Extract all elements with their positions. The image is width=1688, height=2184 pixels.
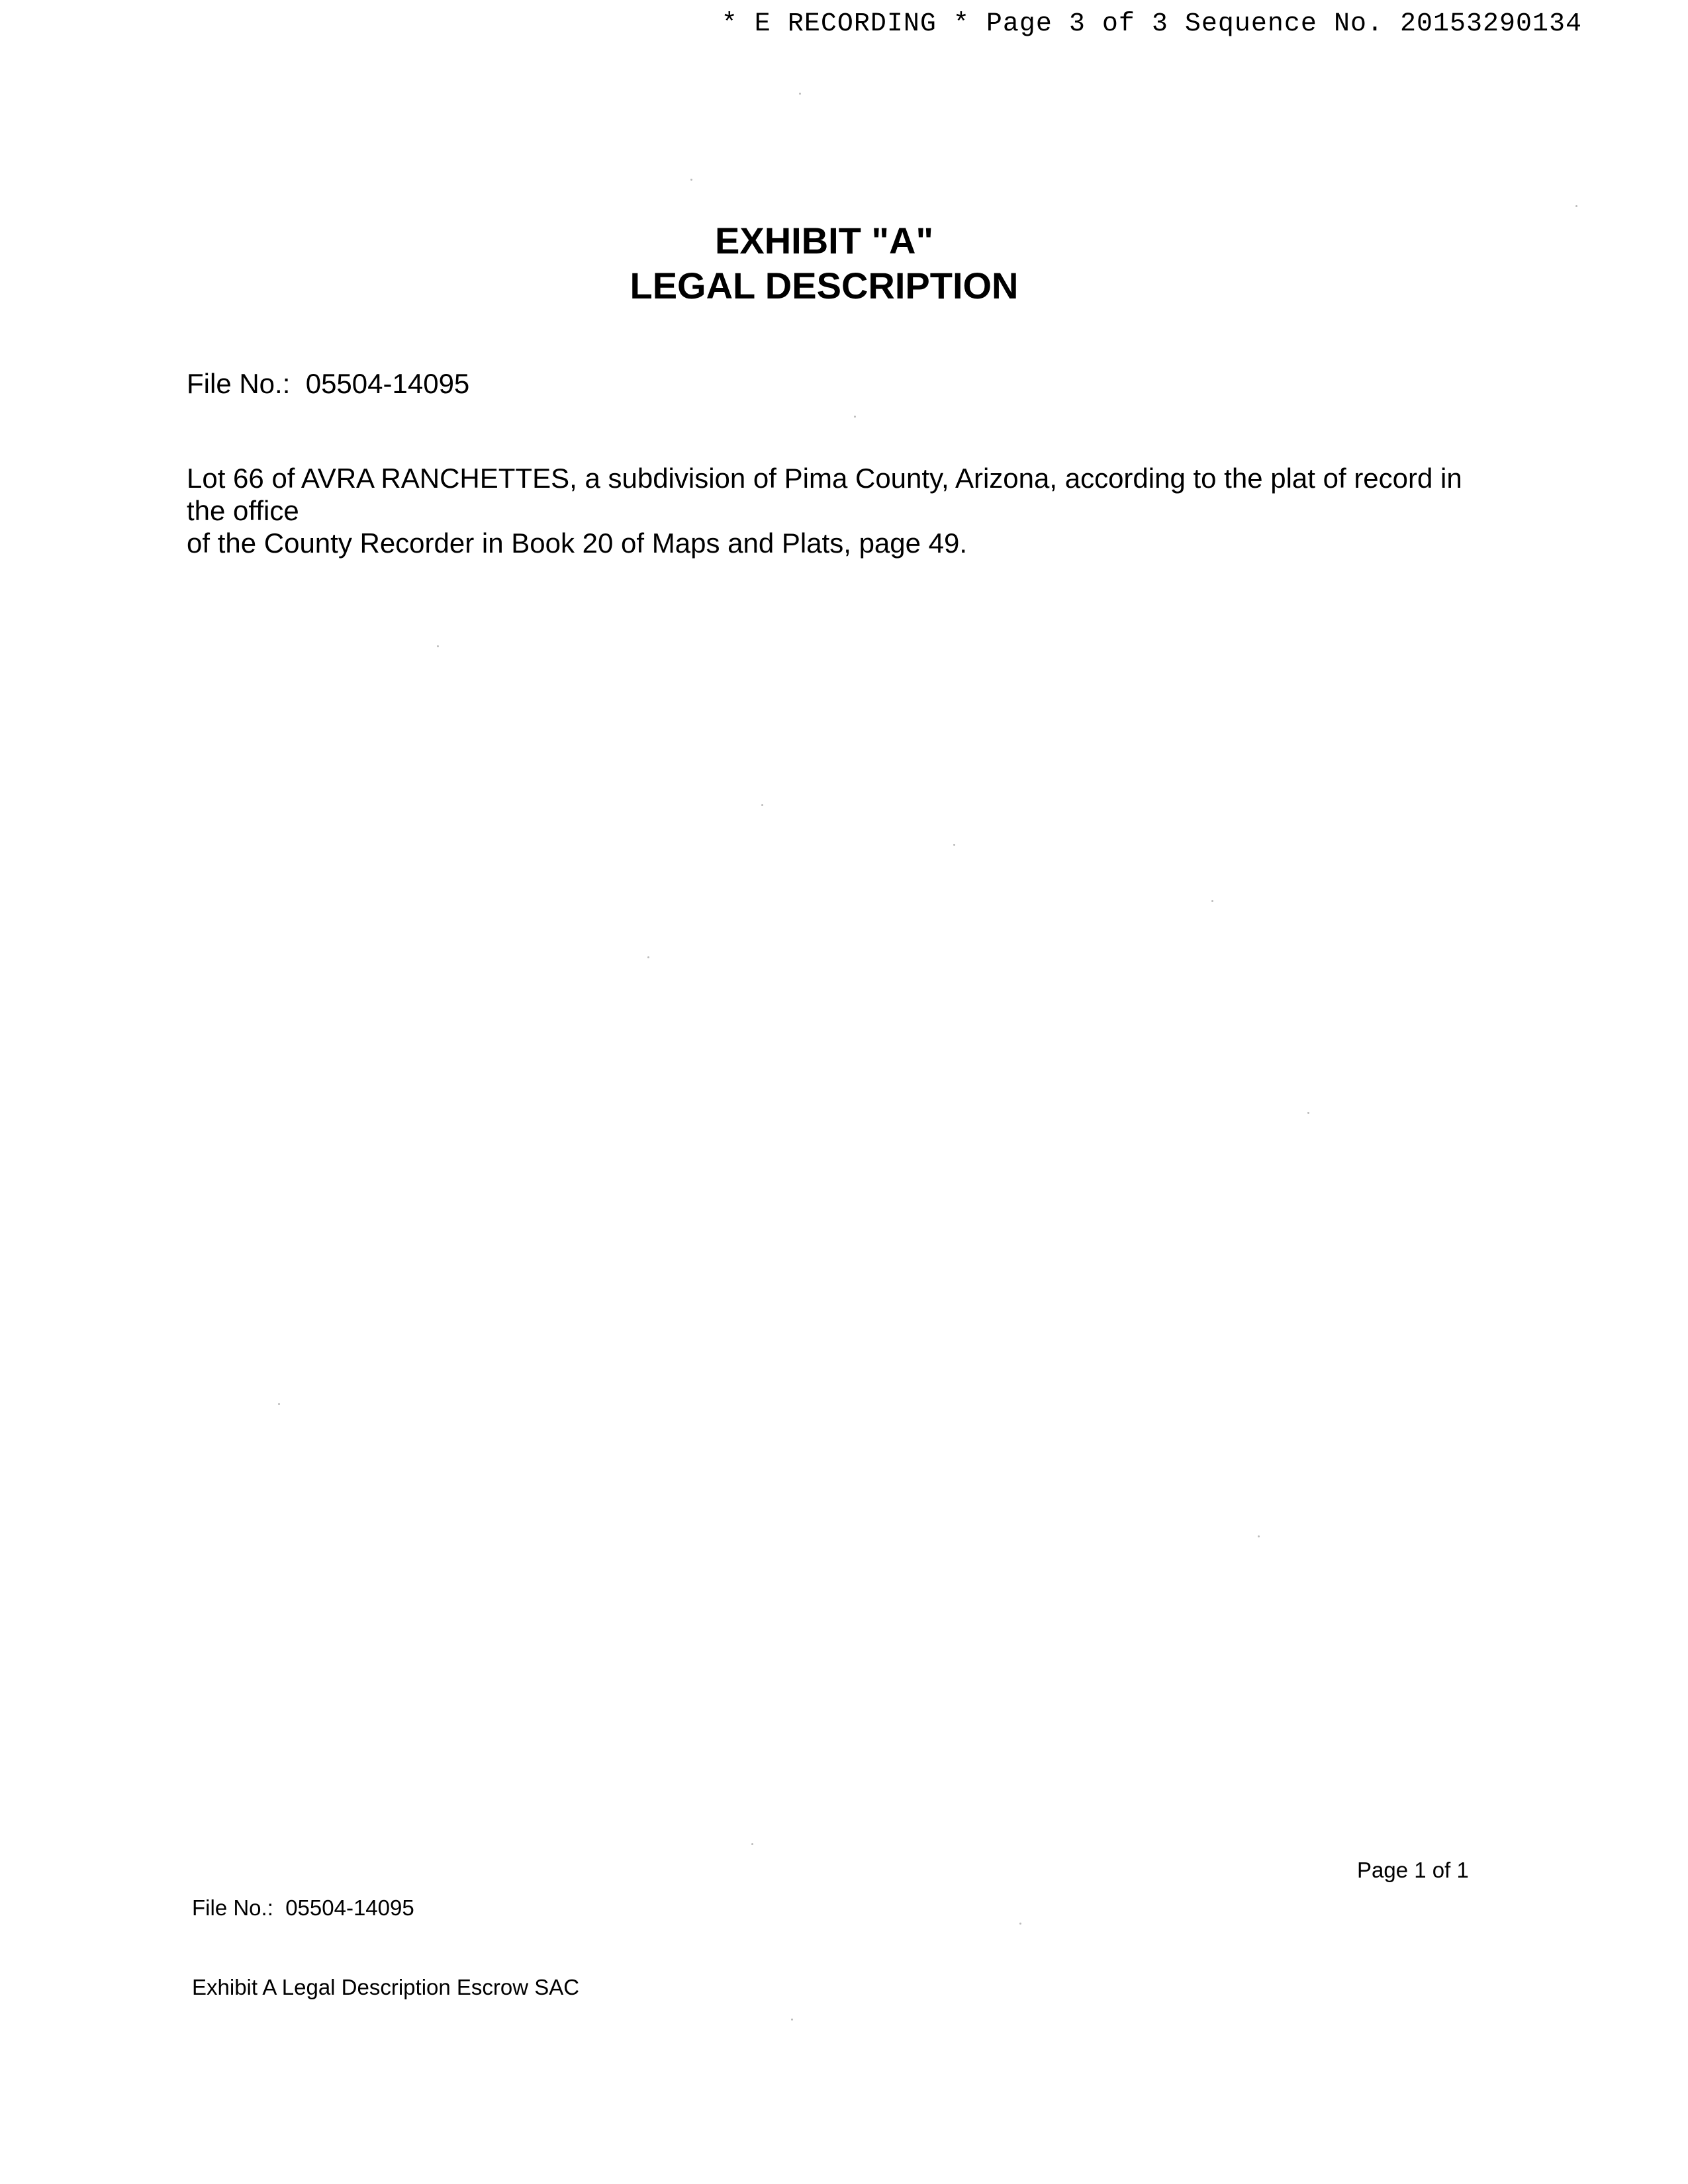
file-number: File No.: 05504-14095 [187, 368, 470, 399]
scan-speck [1307, 1112, 1309, 1114]
scan-speck [690, 179, 692, 181]
scan-speck [437, 645, 439, 647]
scan-speck [761, 804, 763, 806]
scan-speck [647, 956, 649, 958]
footer-description: Exhibit A Legal Description Escrow SAC [192, 1975, 580, 1999]
scan-speck [1258, 1535, 1260, 1537]
legal-description-line: of the County Recorder in Book 20 of Maps and Plats, page 49. [187, 527, 968, 559]
legal-description-line: the office [187, 495, 299, 526]
legal-description-body [187, 462, 1511, 559]
exhibit-title [0, 218, 1648, 308]
scan-speck [854, 416, 856, 418]
scan-speck [953, 844, 955, 846]
footer-file-number: File No.: 05504-14095 [192, 1895, 414, 1920]
scan-speck [1019, 1923, 1021, 1925]
legal-description-heading: LEGAL DESCRIPTION [630, 265, 1019, 306]
exhibit-title-line: EXHIBIT "A" [714, 220, 933, 261]
legal-description-line: Lot 66 of AVRA RANCHETTES, a subdivision of Pima County, Arizona, according to the plat of record in [187, 463, 1462, 494]
scan-speck [1211, 900, 1213, 902]
scan-speck [278, 1403, 280, 1405]
recording-header: * E RECORDING * Page 3 of 3 Sequence No. 20153290134 [721, 9, 1582, 39]
scan-speck [799, 93, 801, 95]
scan-speck [751, 1843, 753, 1845]
footer-info [192, 1842, 579, 2027]
scan-speck [1575, 205, 1577, 207]
footer-page-number: Page 1 of 1 [1357, 1858, 1469, 1882]
scan-speck [791, 2019, 793, 2021]
